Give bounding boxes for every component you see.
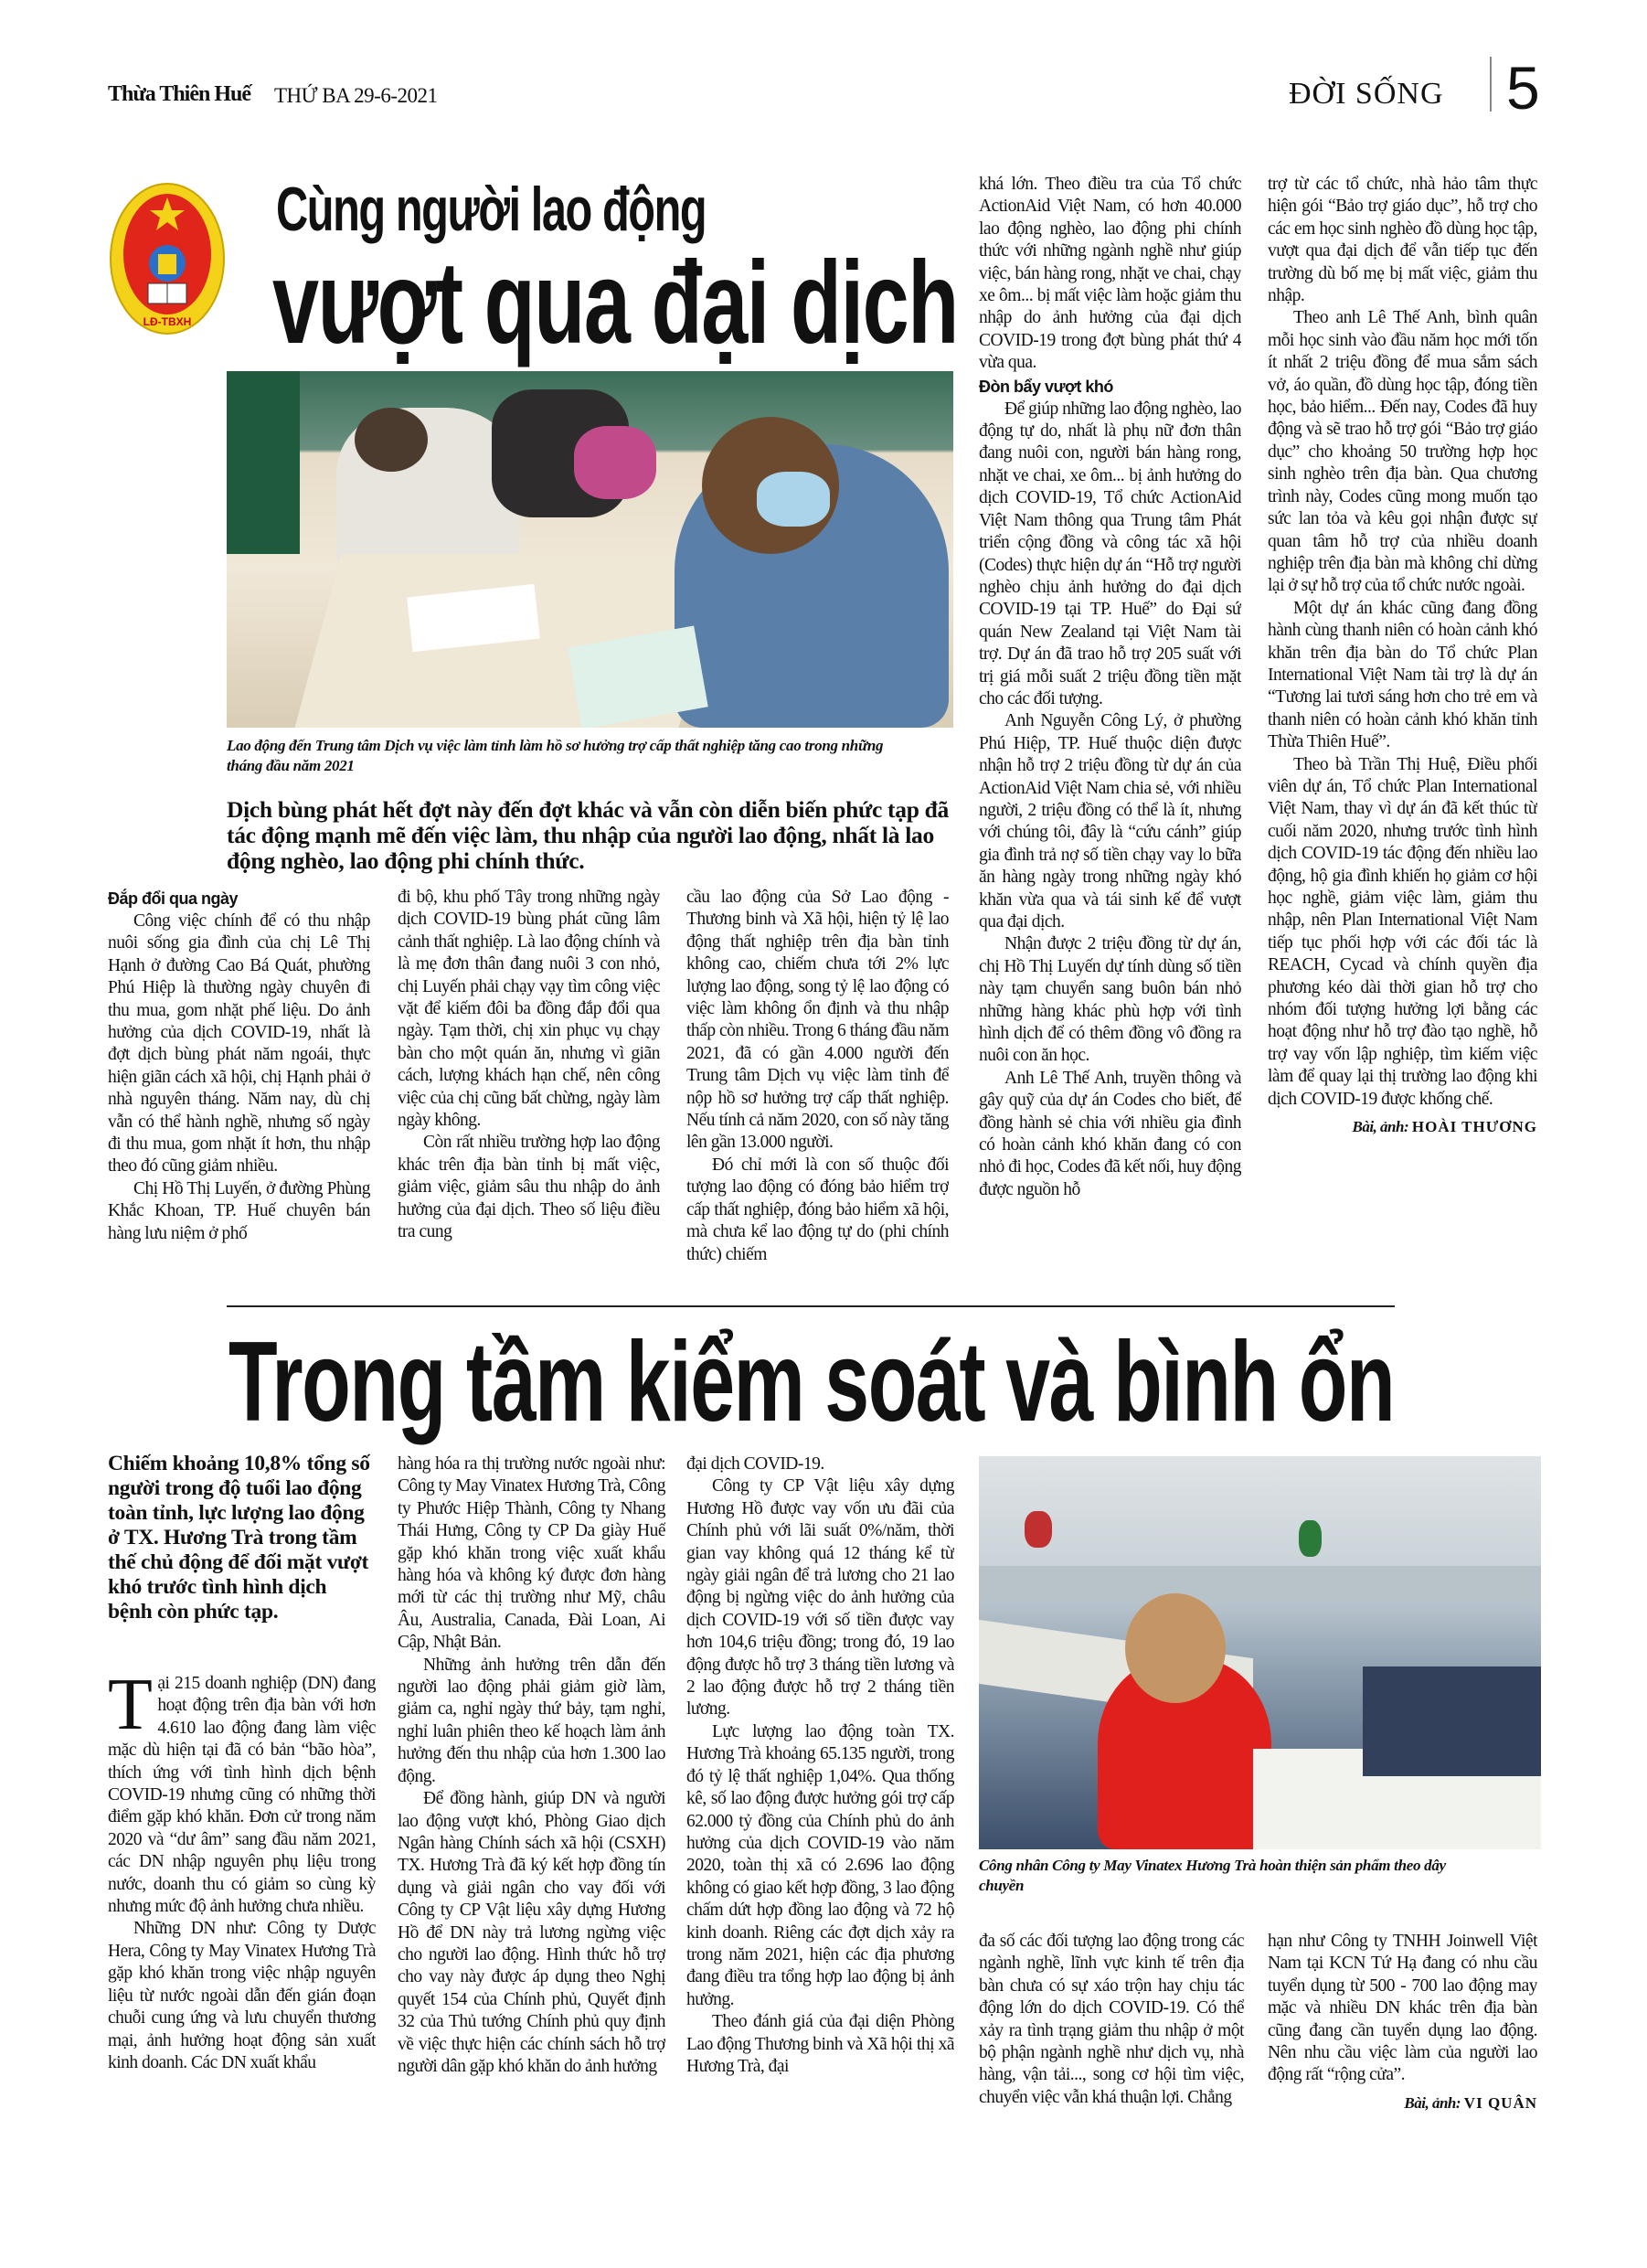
paragraph: trợ từ các tổ chức, nhà hảo tâm thực hiện gói “Bảo trợ giáo dục”, hỗ trợ cho các em học sinh nghèo đồ dùng học tập, vượt qua đại dịch để vẫn tiếp tục đến trường dù bố mẹ bị mất việc, giảm thu nhập. bbox=[1268, 175, 1537, 306]
paragraph: Anh Lê Thế Anh, truyền thông và gây quỹ của dự án Codes cho biết, để đồng hành sẻ chia với nhiều gia đình có hoàn cảnh khó khăn đang có con nhỏ đi học, Codes đã kết nối, huy động được nguồn hỗ bbox=[979, 1068, 1241, 1199]
article2-photo bbox=[979, 1456, 1541, 1849]
paragraph: Một dự án khác cũng đang đồng hành cùng thanh niên có hoàn cảnh khó khăn trên địa bàn do Tổ chức Plan International Việt Nam tài trợ là dự án “Tương lai tươi sáng hơn cho trẻ em và thanh niên có hoàn cảnh khó khăn tỉnh Thừa Thiên Huế”. bbox=[1268, 598, 1537, 752]
paragraph: đại dịch COVID-19. bbox=[686, 1454, 824, 1474]
paragraph bbox=[108, 1673, 376, 1918]
svg-text:LĐ-TBXH: LĐ-TBXH bbox=[143, 315, 192, 328]
article1-column-4 bbox=[979, 174, 1241, 1285]
paragraph: Còn rất nhiều trường hợp lao động khác trên địa bàn tỉnh bị mất việc, giảm việc, giảm sâu thu nhập do ảnh hưởng của đại dịch. Theo số liệu điều tra cung bbox=[398, 1133, 660, 1242]
article2-title: Trong tầm kiểm soát và bình ổn bbox=[228, 1319, 1395, 1445]
article2-column-4 bbox=[979, 1931, 1244, 2167]
paragraph: Lực lượng lao động toàn TX. Hương Trà khoảng 65.135 người, trong đó tỷ lệ thất nghiệp 1,04%. Qua thống kê, số lao động được hưởng gói trợ cấp 62.000 tỷ đồng của Chính phủ do ảnh hưởng của dịch COVID-19 vào năm 2020, toàn thị xã có 2.696 lao động không có giao kết hợp đồng, 3 lao động chấm dứt hợp đồng lao động và 72 hộ kinh doanh. Riêng các đợt dịch xảy ra trong năm 2021, hiện các địa phương đang điều tra tổng hợp lao động bị ảnh hưởng. bbox=[686, 1721, 954, 2009]
byline-author: HOÀI THƯƠNG bbox=[1411, 1118, 1537, 1136]
byline-author: VI QUÂN bbox=[1463, 2093, 1537, 2112]
page-number: 5 bbox=[1506, 54, 1540, 122]
byline-prefix: Bài, ảnh: bbox=[1404, 2093, 1461, 2112]
paragraph: đa số các đối tượng lao động trong các ngành nghề, lĩnh vực kinh tế trên địa bàn chưa có sự xáo trộn hay chịu tác động lớn do dịch COVID-19. Có thể xảy ra tình trạng giảm thu nhập ở một bộ phận ngành nghề như dịch vụ, nhà hàng, vận tải..., song cơ hội tìm việc, chuyển việc vẫn khá thuận lợi. Chẳng bbox=[979, 1932, 1244, 2107]
article1-column-5 bbox=[1268, 174, 1537, 1285]
article1-column-1 bbox=[108, 887, 370, 1285]
header-divider bbox=[1490, 57, 1492, 112]
article2-column-1 bbox=[108, 1673, 376, 2167]
byline bbox=[1268, 1116, 1537, 1138]
paragraph: cầu lao động của Sở Lao động - Thương binh và Xã hội, hiện tỷ lệ lao động thất nghiệp trên địa bàn tỉnh không cao, chiếm chưa tới 2% lực lượng lao động, song tỷ lệ lao động có việc làm không ổn định và thu nhập thấp còn nhiều. Trong 6 tháng đầu năm 2021, đã có gần 4.000 người đến Trung tâm Dịch vụ việc làm tỉnh để nộp hồ sơ hưởng trợ cấp thất nghiệp. Nếu tính cả năm 2020, con số này tăng lên gần 13.000 người. bbox=[686, 888, 949, 1153]
drop-cap: T bbox=[108, 1673, 153, 1745]
section-name: ĐỜI SỐNG bbox=[1289, 77, 1444, 111]
subheading: Đắp đổi qua ngày bbox=[108, 889, 239, 908]
paragraph: Để đồng hành, giúp DN và người lao động vượt khó, Phòng Giao dịch Ngân hàng Chính sách xã hội (CSXH) TX. Hương Trà đã ký kết hợp đồng tín dụng và giải ngân cho vay đối với Công ty CP Vật liệu xây dựng Hương Hồ để DN này trả lương ngừng việc cho người lao động. Hình thức hỗ trợ cho vay này được áp dụng theo Nghị quyết 154 của Chính phủ, Quyết định 32 của Thủ tướng Chính phủ quy định về việc thực hiện các chính sách hỗ trợ người dân gặp khó khăn do ảnh hưởng bbox=[398, 1789, 665, 2076]
paragraph: Đó chỉ mới là con số thuộc đối tượng lao động có đóng bảo hiểm trợ cấp thất nghiệp, đóng bảo hiểm xã hội, mà chưa kể lao động tự do (phi chính thức) chiếm bbox=[686, 1155, 949, 1264]
paragraph: Công ty CP Vật liệu xây dựng Hương Hồ được vay vốn ưu đãi của Chính phủ với lãi suất 0%/năm, thời gian vay không quá 12 tháng kể từ ngày giải ngân để trả lương cho 21 lao động bị ngừng việc do ảnh hưởng của dịch COVID-19 với số tiền được vay hơn 104,6 triệu đồng; trong đó, 19 lao động được hỗ trợ 3 tháng tiền lương và 2 lao động được hỗ trợ 2 tháng tiền lương. bbox=[686, 1476, 954, 1720]
article1-column-3 bbox=[686, 887, 949, 1285]
article1-lead: Dịch bùng phát hết đợt này đến đợt khác và vẫn còn diễn biến phức tạp đã tác động mạnh mẽ đến việc làm, thu nhập của người lao động, nhất là lao động nghèo, lao động phi chính thức. bbox=[227, 796, 949, 874]
issue-date: THỨ BA 29-6-2021 bbox=[274, 84, 438, 107]
paragraph: Theo bà Trần Thị Huệ, Điều phối viên dự án, Tổ chức Plan International Việt Nam, thay vì dự án đã kết thúc từ cuối năm 2020, nhưng trước tình hình dịch COVID-19 tác động đến nhiều lao động, hộ gia đình khiến họ giảm cơ hội học nghề, giảm việc làm, giảm thu nhập, nên Plan International Việt Nam tiếp tục phối hợp với các đối tác là REACH, Cycad và chính quyền địa phương kéo dài thời gian hỗ trợ cho nhóm đối tượng hưởng lợi bằng các hoạt động như hỗ trợ đào tạo nghề, hỗ trợ vay vốn lập nghiệp, tìm kiếm việc làm để quay lại thị trường lao động khi dịch COVID-19 được khống chế. bbox=[1268, 754, 1537, 1109]
paragraph: đi bộ, khu phố Tây trong những ngày dịch COVID-19 bùng phát cũng lâm cảnh thất nghiệp. Là lao động chính và là mẹ đơn thân đang nuôi 3 con nhỏ, chị Luyến phải chạy vạy tìm công việc vặt để kiếm đôi ba đồng đắp đổi qua ngày. Tạm thời, chị xin phục vụ chạy bàn cho một quán ăn, nhưng vì giãn cách, lượng khách hạn chế, nên công việc của chị cũng bất chừng, ngày làm ngày không. bbox=[398, 888, 660, 1131]
paragraph: khá lớn. Theo điều tra của Tổ chức ActionAid Việt Nam, có hơn 40.000 lao động nghèo, lao động phi chính thức với những ngành nghề như giúp việc, bán hàng rong, nhặt ve chai, chạy xe ôm... bị mất việc làm hoặc giảm thu nhập do ảnh hưởng của đại dịch COVID-19 trong đợt bùng phát thứ 4 vừa qua. bbox=[979, 175, 1241, 373]
article2-column-3 bbox=[686, 1453, 954, 2167]
byline bbox=[1268, 2092, 1537, 2114]
paragraph: Những DN như: Công ty Dược Hera, Công ty May Vinatex Hương Trà gặp khó khăn trong việc nhập nguyên liệu từ nước ngoài dẫn đến gián đoạn chuỗi cung ứng và lưu chuyển thương mại, ảnh hưởng hoạt động sản xuất kinh doanh. Các DN xuất khẩu bbox=[108, 1919, 376, 2072]
article1-column-2 bbox=[398, 887, 660, 1285]
paragraph: Chị Hồ Thị Luyến, ở đường Phùng Khắc Khoan, TP. Huế chuyên bán hàng lưu niệm ở phố bbox=[108, 1178, 370, 1243]
paragraph: Anh Nguyễn Công Lý, ở phường Phú Hiệp, TP. Huế thuộc diện được nhận hỗ trợ 2 triệu đồng từ dự án của ActionAid Việt Nam chia sẻ, với nhiều người, 2 triệu đồng có thể là ít, nhưng với chúng tôi, đây là “cứu cánh” giúp gia đình trả nợ số tiền chạy vay lo bữa ăn hàng ngày trong những ngày khó khăn vừa qua và tái sinh kế để vượt qua đại dịch. bbox=[979, 711, 1241, 932]
article1-title-line1: Cùng người lao động bbox=[276, 175, 707, 244]
article2-lead: Chiếm khoảng 10,8% tổng số người trong độ tuổi lao động toàn tỉnh, lực lượng lao động ở TX. Hương Trà trong tầm thế chủ động để đối mặt vượt khó trước tình hình dịch bệnh còn phức tạp. bbox=[108, 1452, 370, 1624]
article-divider bbox=[227, 1305, 1395, 1307]
paragraph: Nhận được 2 triệu đồng từ dự án, chị Hồ Thị Luyến dự tính dùng số tiền này tạm chuyển sang buôn bán nhỏ những hàng khác phù hợp với tình hình dịch để có thêm đồng vô đồng ra nuôi con ăn học. bbox=[979, 934, 1241, 1066]
newspaper-name: Thừa Thiên Huế bbox=[108, 82, 251, 106]
paragraph: Theo đánh giá của đại diện Phòng Lao động Thương binh và Xã hội thị xã Hương Trà, đại bbox=[686, 2012, 954, 2076]
paragraph: hàng hóa ra thị trường nước ngoài như: Công ty May Vinatex Hương Trà, Công ty Phước Hiệp Thành, Công ty Nhang Thái Hưng, Công ty CP Da giày Huế gặp khó khăn trong việc xuất khẩu hàng hóa và không ký được đơn hàng mới từ các thị trường như Mỹ, châu Âu, Australia, Canada, Đài Loan, Ai Cập, Nhật Bản. bbox=[398, 1454, 665, 1653]
paragraph: Những ảnh hưởng trên dẫn đến người lao động phải giảm giờ làm, giảm ca, nghỉ ngày thứ bảy, tạm nghỉ, nghỉ luân phiên theo kế hoạch làm ảnh hưởng đến thu nhập của hơn 1.300 lao động. bbox=[398, 1655, 665, 1786]
paragraph: Để giúp những lao động nghèo, lao động tự do, nhất là phụ nữ đơn thân đang nuôi con, người bán hàng rong, nhặt ve chai, xe ôm... bị ảnh hưởng do dịch COVID-19, Tổ chức ActionAid Việt Nam thông qua Trung tâm Phát triển cộng đồng và công tác xã hội (Codes) thực hiện dự án “Hỗ trợ người nghèo chịu ảnh hưởng do đại dịch COVID-19 tại TP. Huế” do Đại sứ quán New Zealand tại Việt Nam tài trợ. Dự án đã trao hỗ trợ 205 suất với trị giá mỗi suất 2 triệu đồng tiền mặt cho các đối tượng. bbox=[979, 399, 1241, 708]
ministry-emblem-icon bbox=[108, 181, 227, 336]
article1-photo-caption: Lao động đến Trung tâm Dịch vụ việc làm tỉnh làm hồ sơ hưởng trợ cấp thất nghiệp tăng cao trong những tháng đầu năm 2021 bbox=[227, 737, 884, 774]
article2-photo-caption: Công nhân Công ty May Vinatex Hương Trà hoàn thiện sản phẩm theo dây chuyền bbox=[979, 1857, 1446, 1894]
paragraph: hạn như Công ty TNHH Joinwell Việt Nam tại KCN Tứ Hạ đang có nhu cầu tuyển dụng từ 500 - 700 lao động may mặc và nhiều DN khác trên địa bàn cũng đang cần tuyển dụng lao động. Nên nhu cầu việc làm của người lao động rất “rộng cửa”. bbox=[1268, 1932, 1537, 2085]
byline-prefix: Bài, ảnh: bbox=[1352, 1118, 1409, 1136]
paragraph-text: ại 215 doanh nghiệp (DN) đang hoạt động trên địa bàn với hơn 4.610 lao động đang làm việc mặc dù hiện tại đã có bản “bão hòa”, thích ứng với tình hình dịch bệnh COVID-19 nhưng cũng có những thời điểm gặp khó khăn. Đơn cử trong năm 2020 và “dư âm” sang đầu năm 2021, các DN nhập nguyên phụ liệu trong nước, doanh thu có giảm so cùng kỳ nhưng mức độ ảnh hưởng chưa nhiều. bbox=[108, 1674, 376, 1917]
article1-photo bbox=[227, 371, 953, 728]
article2-column-5 bbox=[1268, 1931, 1537, 2167]
subheading: Đòn bẩy vượt khó bbox=[979, 377, 1113, 396]
article1-title-line2: vượt qua đại dịch bbox=[272, 238, 958, 368]
paragraph: Công việc chính để có thu nhập nuôi sống gia đình của chị Lê Thị Hạnh ở đường Cao Bá Quát, phường Phú Hiệp là thường ngày chuyên đi thu mua, gom nhặt phế liệu. Do ảnh hưởng của dịch COVID-19, nhất là đợt dịch bùng phát năm ngoái, thực hiện giãn cách xã hội, chị Hạnh phải ở nhà nguyên tháng. Năm nay, dù chị vẫn có thể hành nghề, nhưng số ngày đi thu mua, gom nhặt ít hơn, thu nhập theo đó cũng giảm nhiều. bbox=[108, 911, 370, 1177]
paragraph: Theo anh Lê Thế Anh, bình quân mỗi học sinh vào đầu năm học mới tốn ít nhất 2 triệu đồng để mua sắm sách vở, áo quần, đồ dùng học tập, đóng tiền học, bảo hiểm... Đến nay, Codes đã huy động và sẽ trao hỗ trợ gói “Bảo trợ giáo dục” cho khoảng 50 trường hợp học sinh nghèo trên địa bàn. Qua chương trình này, Codes cũng mong muốn tạo sức lan tỏa và kêu gọi nhận được sự quan tâm hỗ trợ của nhiều doanh nghiệp trên địa bàn mà không chỉ dừng lại ở sự hỗ trợ của tổ chức nước ngoài. bbox=[1268, 308, 1537, 596]
article2-column-2 bbox=[398, 1453, 665, 2167]
